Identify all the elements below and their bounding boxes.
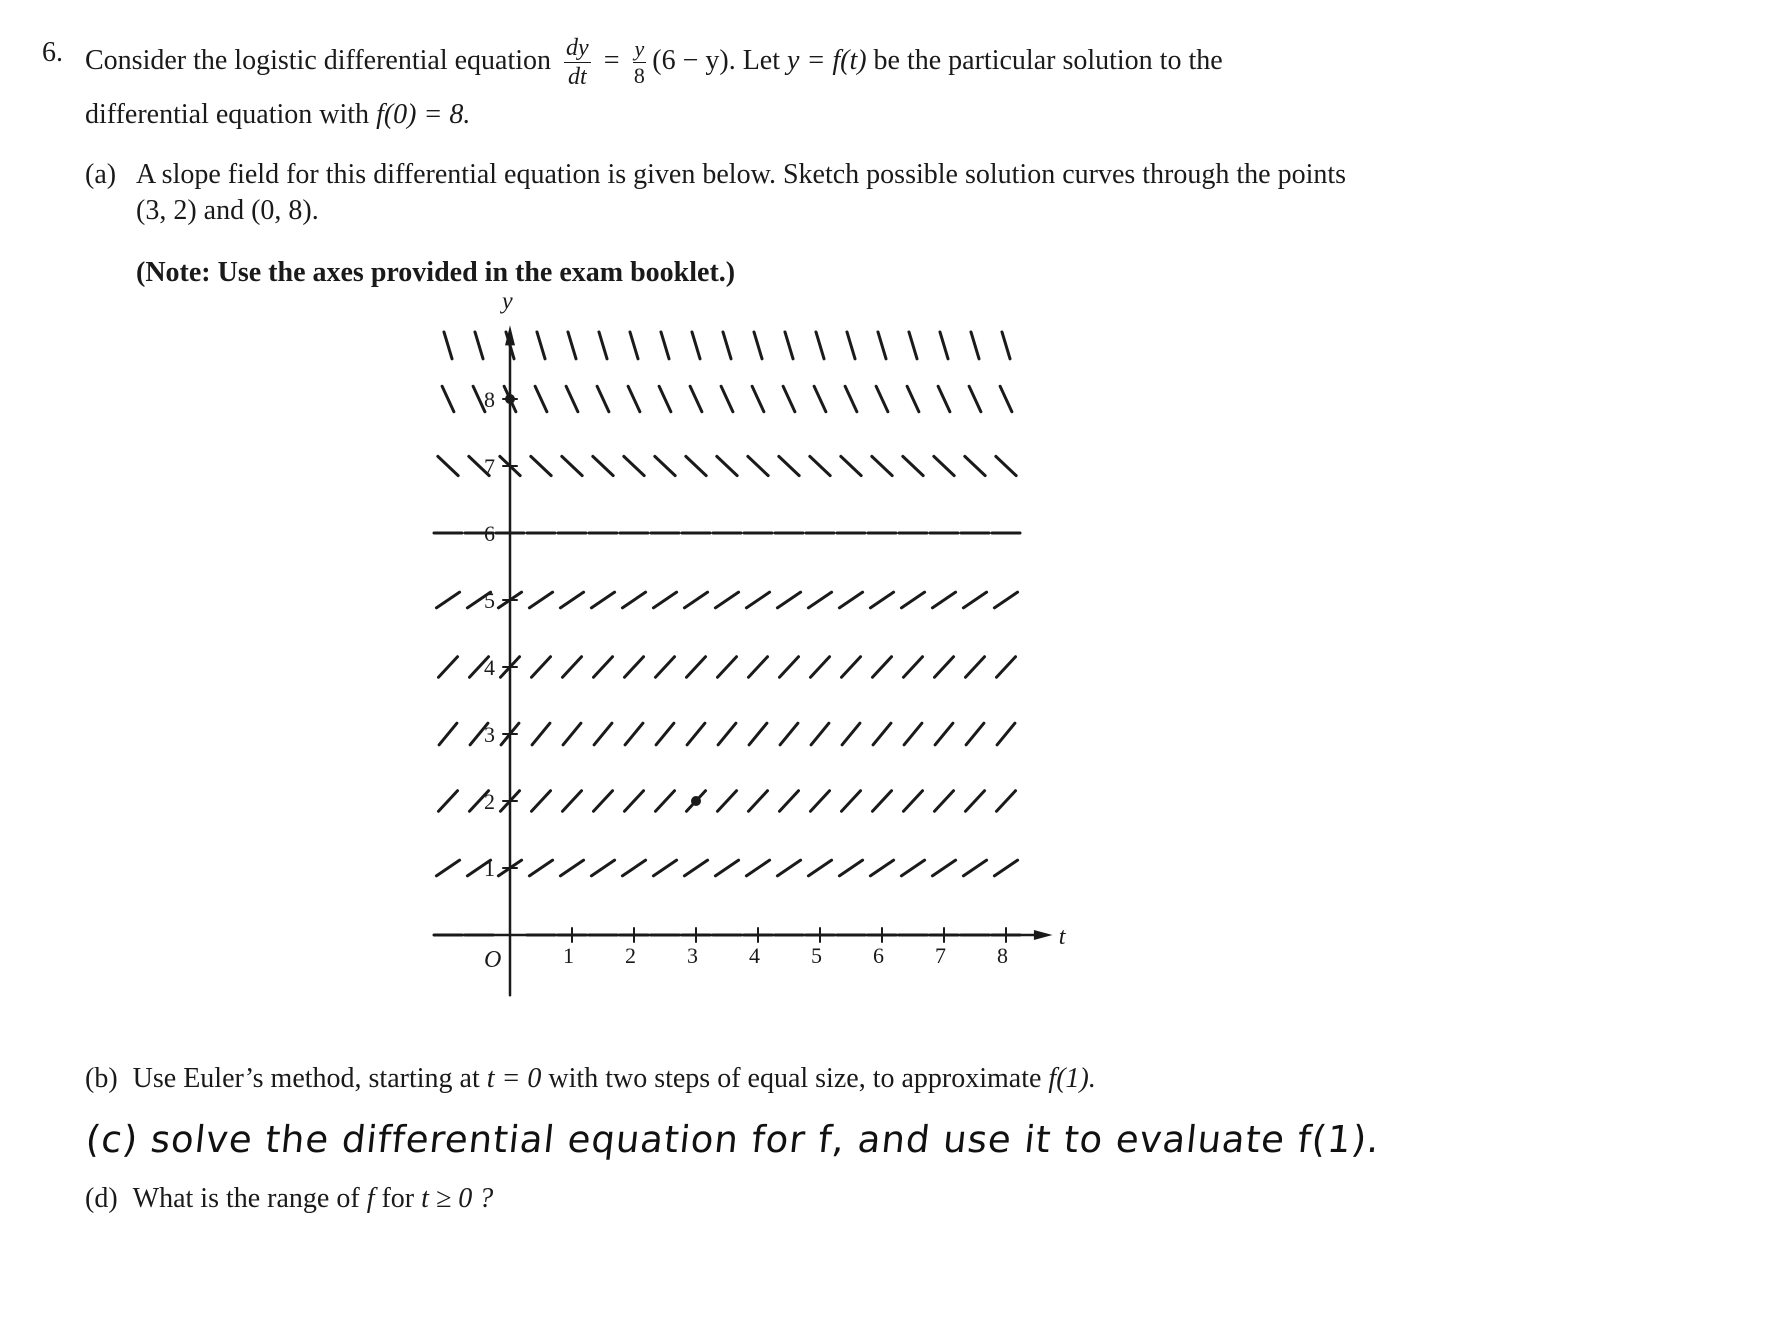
y-over-8-fraction xyxy=(633,38,647,87)
slope-segment xyxy=(537,332,545,359)
part-b-text-b: with two steps of equal size, to approximate xyxy=(548,1063,1042,1094)
slope-segment xyxy=(870,592,893,608)
slope-segment xyxy=(562,791,581,812)
part-b-text-a: Use Euler’s method, starting at xyxy=(132,1063,480,1094)
slope-segment xyxy=(808,860,831,876)
slope-segment xyxy=(870,860,893,876)
slope-segment xyxy=(934,456,954,475)
slope-segment xyxy=(779,791,798,812)
t-tick-label: 8 xyxy=(997,943,1008,968)
slope-segment xyxy=(934,791,953,812)
slope-segment xyxy=(783,386,795,411)
t-tick-label: 3 xyxy=(687,943,698,968)
slope-segment xyxy=(628,386,640,411)
part-d-label: (d) xyxy=(85,1183,118,1214)
problem-intro xyxy=(85,36,1223,89)
slope-segment xyxy=(748,657,767,678)
slope-segment xyxy=(811,723,829,745)
marked-point xyxy=(505,394,515,404)
slope-segment xyxy=(630,332,638,359)
slope-segment xyxy=(816,332,824,359)
dt-denominator: dt xyxy=(568,64,587,90)
slope-segment xyxy=(785,332,793,359)
t-tick-label: 7 xyxy=(935,943,946,968)
slope-segment xyxy=(935,723,953,745)
part-a-text-line-2: (3, 2) and (0, 8). xyxy=(136,195,319,226)
slope-segment xyxy=(932,592,955,608)
slope-segment xyxy=(841,456,861,475)
t-tick-label: 6 xyxy=(873,943,884,968)
slope-segment xyxy=(444,332,452,359)
slope-segment xyxy=(810,791,829,812)
slope-segment xyxy=(529,860,552,876)
slope-segment xyxy=(965,657,984,678)
slope-segment xyxy=(901,860,924,876)
slope-segment xyxy=(718,723,736,745)
y-tick-label: 8 xyxy=(484,387,495,412)
slope-segment xyxy=(591,592,614,608)
slope-segment xyxy=(656,723,674,745)
slope-segment xyxy=(531,456,551,475)
slope-segment xyxy=(994,592,1017,608)
slope-segment xyxy=(686,456,706,475)
slope-segment xyxy=(560,592,583,608)
slope-segment xyxy=(810,657,829,678)
slope-segment xyxy=(971,332,979,359)
y-tick-label: 5 xyxy=(484,588,495,613)
slope-segment xyxy=(754,332,762,359)
origin-label: O xyxy=(484,947,502,973)
slope-segment xyxy=(748,456,768,475)
slope-segment xyxy=(438,657,457,678)
slope-segment xyxy=(748,791,767,812)
slope-segment xyxy=(841,791,860,812)
slope-segment xyxy=(810,456,830,475)
slope-segment xyxy=(661,332,669,359)
slope-segment xyxy=(932,860,955,876)
slope-segment xyxy=(566,386,578,411)
slope-segment xyxy=(752,386,764,411)
slope-segment xyxy=(597,386,609,411)
slope-segment xyxy=(593,657,612,678)
slope-segment xyxy=(873,723,891,745)
part-d xyxy=(85,1182,493,1216)
slope-segment xyxy=(746,592,769,608)
slope-segment xyxy=(997,723,1015,745)
slope-segment xyxy=(439,723,457,745)
solution-definition: y = f(t) xyxy=(787,44,867,76)
slope-segment xyxy=(872,456,892,475)
slope-segment xyxy=(723,332,731,359)
slope-segment xyxy=(903,456,923,475)
y-axis-label: y xyxy=(502,288,513,315)
slope-segment xyxy=(563,723,581,745)
part-a-text-line-1: A slope field for this differential equation is given below. Sketch possible solution curves through the points xyxy=(136,159,1347,190)
slope-segment xyxy=(622,860,645,876)
slope-segment xyxy=(622,592,645,608)
slope-segment xyxy=(938,386,950,411)
slope-segment xyxy=(599,332,607,359)
y-tick-label: 6 xyxy=(484,521,495,546)
slope-segment xyxy=(715,592,738,608)
slope-segment xyxy=(531,657,550,678)
slope-segment xyxy=(903,657,922,678)
y-tick-label: 2 xyxy=(484,789,495,814)
part-a-label: (a) xyxy=(85,159,117,190)
part-d-text-b: for xyxy=(381,1183,415,1214)
part-b xyxy=(85,1062,1096,1096)
problem-intro-end: be the particular solution to the xyxy=(873,44,1223,76)
slope-segment xyxy=(901,592,924,608)
slope-segment xyxy=(568,332,576,359)
slope-segment xyxy=(876,386,888,411)
slope-segment xyxy=(909,332,917,359)
slope-segment xyxy=(531,791,550,812)
slope-segment xyxy=(529,592,552,608)
y-tick-label: 4 xyxy=(484,655,495,680)
part-b-label: (b) xyxy=(85,1063,118,1094)
initial-condition: f(0) = 8. xyxy=(376,99,471,130)
slope-segment xyxy=(684,860,707,876)
slope-segment xyxy=(692,332,700,359)
slope-segment xyxy=(562,456,582,475)
slope-segment xyxy=(686,657,705,678)
problem-number: 6. xyxy=(42,37,63,68)
slope-segment xyxy=(442,386,454,411)
t-tick-label: 1 xyxy=(563,943,574,968)
slope-segment xyxy=(593,791,612,812)
slope-segment xyxy=(653,592,676,608)
slope-segment xyxy=(593,456,613,475)
slope-segment xyxy=(839,592,862,608)
equals-sign: = xyxy=(603,44,620,76)
part-a-note: (Note: Use the axes provided in the exam booklet.) xyxy=(136,257,736,288)
part-d-condition: t ≥ 0 ? xyxy=(421,1183,494,1214)
slope-segment xyxy=(1000,386,1012,411)
part-d-f: f xyxy=(366,1183,375,1214)
slope-segment xyxy=(963,592,986,608)
slope-segment xyxy=(907,386,919,411)
slope-segment xyxy=(780,723,798,745)
slope-segment xyxy=(653,860,676,876)
t-tick-label: 2 xyxy=(625,943,636,968)
slope-segment xyxy=(963,860,986,876)
slope-segment xyxy=(966,723,984,745)
t-tick-label: 5 xyxy=(811,943,822,968)
y-tick-label: 1 xyxy=(484,856,495,881)
dy-numerator: dy xyxy=(566,35,589,61)
t-tick-label: 4 xyxy=(749,943,760,968)
slope-segment xyxy=(814,386,826,411)
slope-segment xyxy=(841,657,860,678)
slope-segment xyxy=(934,657,953,678)
part-b-t-equals: t = 0 xyxy=(486,1063,542,1094)
slope-field-chart xyxy=(430,288,1070,1035)
equation-tail: (6 − y). Let xyxy=(652,44,781,76)
slope-segment xyxy=(625,723,643,745)
slope-segment xyxy=(779,456,799,475)
slope-segment xyxy=(847,332,855,359)
slope-segment xyxy=(872,791,891,812)
slope-segment xyxy=(717,791,736,812)
y-tick-label: 3 xyxy=(484,722,495,747)
slope-segment xyxy=(624,657,643,678)
slope-segment xyxy=(717,456,737,475)
slope-segment xyxy=(687,723,705,745)
slope-segment xyxy=(777,592,800,608)
slope-segment xyxy=(940,332,948,359)
slope-segment xyxy=(655,791,674,812)
slope-segment xyxy=(996,791,1015,812)
slope-segment xyxy=(715,860,738,876)
slope-segment xyxy=(996,456,1016,475)
slope-segment xyxy=(779,657,798,678)
slope-segment xyxy=(965,791,984,812)
slope-segment xyxy=(655,456,675,475)
slope-segment xyxy=(438,456,458,475)
slope-segment xyxy=(475,332,483,359)
t-axis-arrow-icon xyxy=(1034,930,1053,940)
problem-line-2 xyxy=(85,98,470,132)
slope-segment xyxy=(969,386,981,411)
part-c-handwritten: (c) solve the differential equation for f, and use it to evaluate f(1). xyxy=(83,1118,1383,1161)
line2-text: differential equation with xyxy=(85,99,370,130)
slope-segments xyxy=(434,332,1020,935)
slope-segment xyxy=(872,657,891,678)
slope-segment xyxy=(684,592,707,608)
slope-segment xyxy=(532,723,550,745)
slope-segment xyxy=(436,592,459,608)
slope-segment xyxy=(749,723,767,745)
y-numerator: y xyxy=(634,36,645,61)
part-b-f1: f(1). xyxy=(1048,1063,1096,1094)
slope-segment xyxy=(594,723,612,745)
slope-segment xyxy=(562,657,581,678)
marked-point xyxy=(691,796,701,806)
slope-segment xyxy=(624,456,644,475)
slope-segment xyxy=(624,791,643,812)
slope-segment xyxy=(903,791,922,812)
slope-segment xyxy=(717,657,736,678)
part-d-text-a: What is the range of xyxy=(132,1183,360,1214)
y-tick-label: 7 xyxy=(484,454,495,479)
slope-segment xyxy=(878,332,886,359)
slope-segment xyxy=(655,657,674,678)
slope-segment xyxy=(436,860,459,876)
slope-segment xyxy=(659,386,671,411)
slope-segment xyxy=(808,592,831,608)
eight-denominator: 8 xyxy=(633,63,645,88)
slope-segment xyxy=(746,860,769,876)
slope-segment xyxy=(842,723,860,745)
dy-dt-fraction xyxy=(564,36,591,89)
slope-segment xyxy=(591,860,614,876)
slope-segment xyxy=(721,386,733,411)
slope-segment xyxy=(535,386,547,411)
slope-segment xyxy=(1002,332,1010,359)
slope-segment xyxy=(690,386,702,411)
slope-segment xyxy=(438,791,457,812)
slope-segment xyxy=(839,860,862,876)
slope-segment xyxy=(965,456,985,475)
slope-segment xyxy=(996,657,1015,678)
slope-segment xyxy=(560,860,583,876)
slope-segment xyxy=(845,386,857,411)
problem-intro-text: Consider the logistic differential equation xyxy=(85,44,552,76)
chart-axes xyxy=(445,325,1053,995)
slope-segment xyxy=(994,860,1017,876)
t-axis-label: t xyxy=(1058,924,1066,950)
slope-segment xyxy=(904,723,922,745)
slope-segment xyxy=(777,860,800,876)
chart-labels xyxy=(484,289,1067,973)
